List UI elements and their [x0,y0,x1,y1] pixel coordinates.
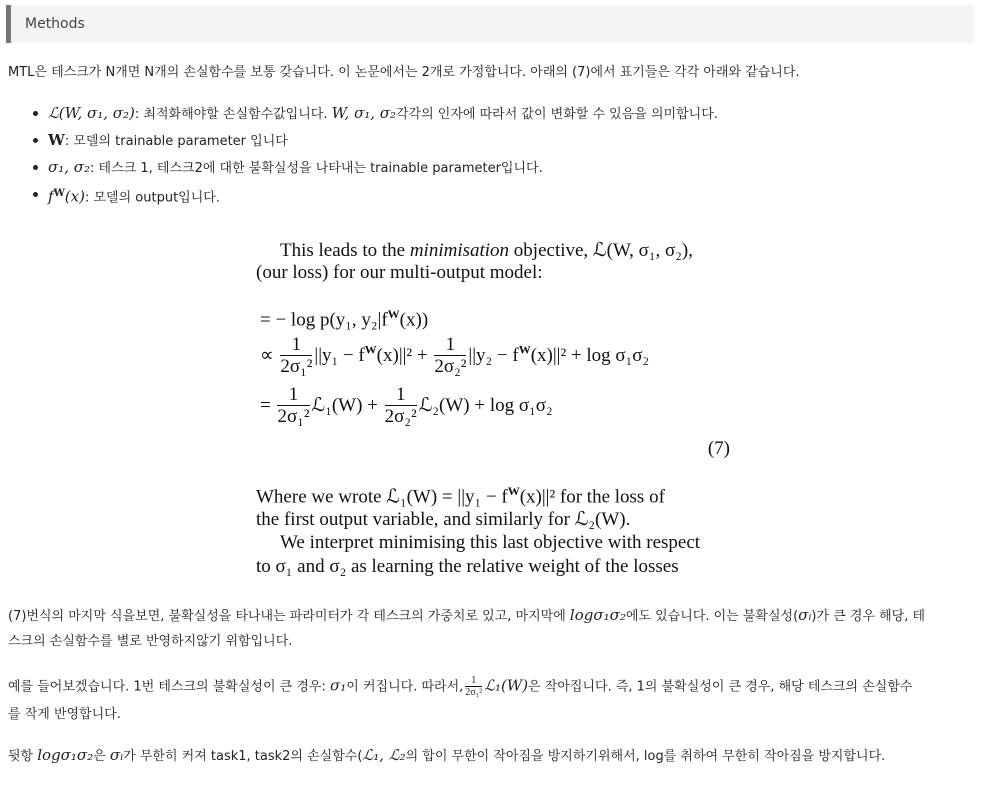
bullet-math: σ₁, σ₂ [48,158,91,176]
para-text: 뒷항 [8,749,38,764]
notation-list [28,101,718,209]
methods-title: Methods [25,16,85,32]
para-text: )가 큰 경우 해당, 테 [811,609,926,624]
para-text: 에도 있습니다. 이는 불확실성( [625,609,799,624]
eq-sup: W [507,484,520,498]
frac-den: 2σ₂² [434,356,467,377]
frac-den: 2σ₂² [384,406,417,427]
bullet-math: W [48,131,65,149]
eq-text: = − log p(y₁, y₂|f [260,309,388,331]
equation-line-2 [260,335,649,378]
frac-num: 1 [465,676,482,687]
para-text: 예를 들어보겠습니다. 1번 테스크의 불확실성이 큰 경우: [8,679,330,695]
inline-math: logσ₁σ₂ [37,746,94,764]
eq-text: (x)||² + [376,344,428,366]
bullet-math-sup: W [53,188,65,199]
frac-num: 1 [280,335,312,356]
para-text: 은 [93,749,110,764]
eq-text: ℒ₂(W) + log σ₁σ₂ [418,394,553,416]
paper-line: We interpret minimising this last objective with respect [280,532,701,553]
paper-line: to σ₁ and σ₂ as learning the relative weight of the losses [256,556,679,577]
eq-sup: W [518,342,531,357]
list-item [28,128,718,155]
fraction [465,676,482,698]
list-item [28,155,718,182]
paper-text: objective, ℒ(W, σ₁, σ₂), [509,240,693,261]
paper-text: Where we wrote ℒ₁(W) = ||y₁ − f [256,486,508,508]
inline-math: ℒ₁, ℒ₂ [362,746,406,764]
paper-line [256,484,665,508]
explanation-paragraph-3 [8,746,885,766]
eq-text: ||y₂ − f [468,344,519,366]
eq-text: (x)||² + log σ₁σ₂ [530,344,650,366]
frac-den: 2σ₁² [465,687,483,698]
explanation-paragraph-2-line2: 를 작게 반영합니다. [8,707,121,722]
frac-num: 1 [277,385,309,406]
inline-math: σᵢ [109,746,124,764]
eq-text: ∝ [260,344,274,366]
eq-text: ||y₁ − f [314,344,365,366]
eq-text: (x)) [399,309,429,331]
fraction [280,335,312,378]
methods-header [6,5,974,43]
bullet-text: : 최적화해야할 손실함수값입니다. [134,107,328,122]
frac-den: 2σ₁² [277,406,310,427]
equation-line-3 [260,385,553,428]
bullet-text: : 테스크 1, 테스크2에 대한 불확실성을 나타내는 trainable parameter입니다. [90,161,543,176]
explanation-paragraph-1-line2: 스크의 손실함수를 별로 반영하지않기 위함입니다. [8,634,293,649]
equation-number: (7) [707,438,730,459]
paper-text: (x)||² for the loss of [519,486,665,508]
paper-text: This leads to the [280,240,410,261]
bullet-math: f [48,187,54,206]
bullet-text: : 모델의 output입니다. [84,190,220,206]
paper-line: the first output variable, and similarly for ℒ₂(W). [256,509,631,530]
eq-sup: W [387,307,400,321]
bullet-text: 각각의 인자에 따라서 값이 변화할 수 있음을 의미합니다. [396,107,718,122]
para-text: 가 무한히 커져 task1, task2의 손실함수( [123,749,363,764]
explanation-paragraph-1 [8,606,925,626]
eq-text: ℒ₁(W) + [311,394,378,416]
frac-num: 1 [385,385,417,406]
paper-line: (our loss) for our multi-output model: [256,262,543,283]
list-item [28,101,718,128]
eq-sup: W [364,342,377,357]
list-item [28,182,718,209]
fraction [385,385,417,428]
bullet-math: (x) [64,187,85,206]
paper-line [280,239,693,262]
intro-paragraph: MTL은 테스크가 N개면 N개의 손실함수를 보통 갖습니다. 이 논문에서는 2개로 가정합니다. 아래의 (7)에서 표기들은 각각 아래와 같습니다. [8,65,800,80]
equation-line-1 [260,307,428,331]
para-text: 은 작아집니다. 즉, 1의 불확실성이 큰 경우, 해당 테스크의 손실함수 [528,679,913,695]
inline-math: σ₁ [330,676,347,695]
bullet-math: W, σ₁, σ₂ [331,104,396,122]
bullet-math: ℒ(W, σ₁, σ₂) [48,104,135,122]
fraction [277,385,309,428]
fraction [434,335,466,378]
explanation-paragraph-2 [8,676,912,698]
frac-num: 1 [434,335,466,356]
frac-den: 2σ₁² [280,356,313,377]
para-text: 이 커집니다. 따라서, [346,679,464,695]
inline-math: σᵢ [798,606,812,624]
para-text: (7)번식의 마지막 식을보면, 불확실성을 타나내는 파라미터가 각 테스크의 가중치로 있고, 마지막에 [8,609,570,624]
eq-text: = [260,394,271,416]
inline-math: logσ₁σ₂ [569,606,626,624]
bullet-text: : 모델의 trainable parameter 입니다 [64,134,288,149]
paper-text-italic: minimisation [409,240,510,261]
inline-math: ℒ₁(W) [484,676,529,695]
para-text: 의 합이 무한이 작아짐을 방지하기위해서, log를 취하여 무한히 작아짐을 방지합니다. [405,749,886,764]
